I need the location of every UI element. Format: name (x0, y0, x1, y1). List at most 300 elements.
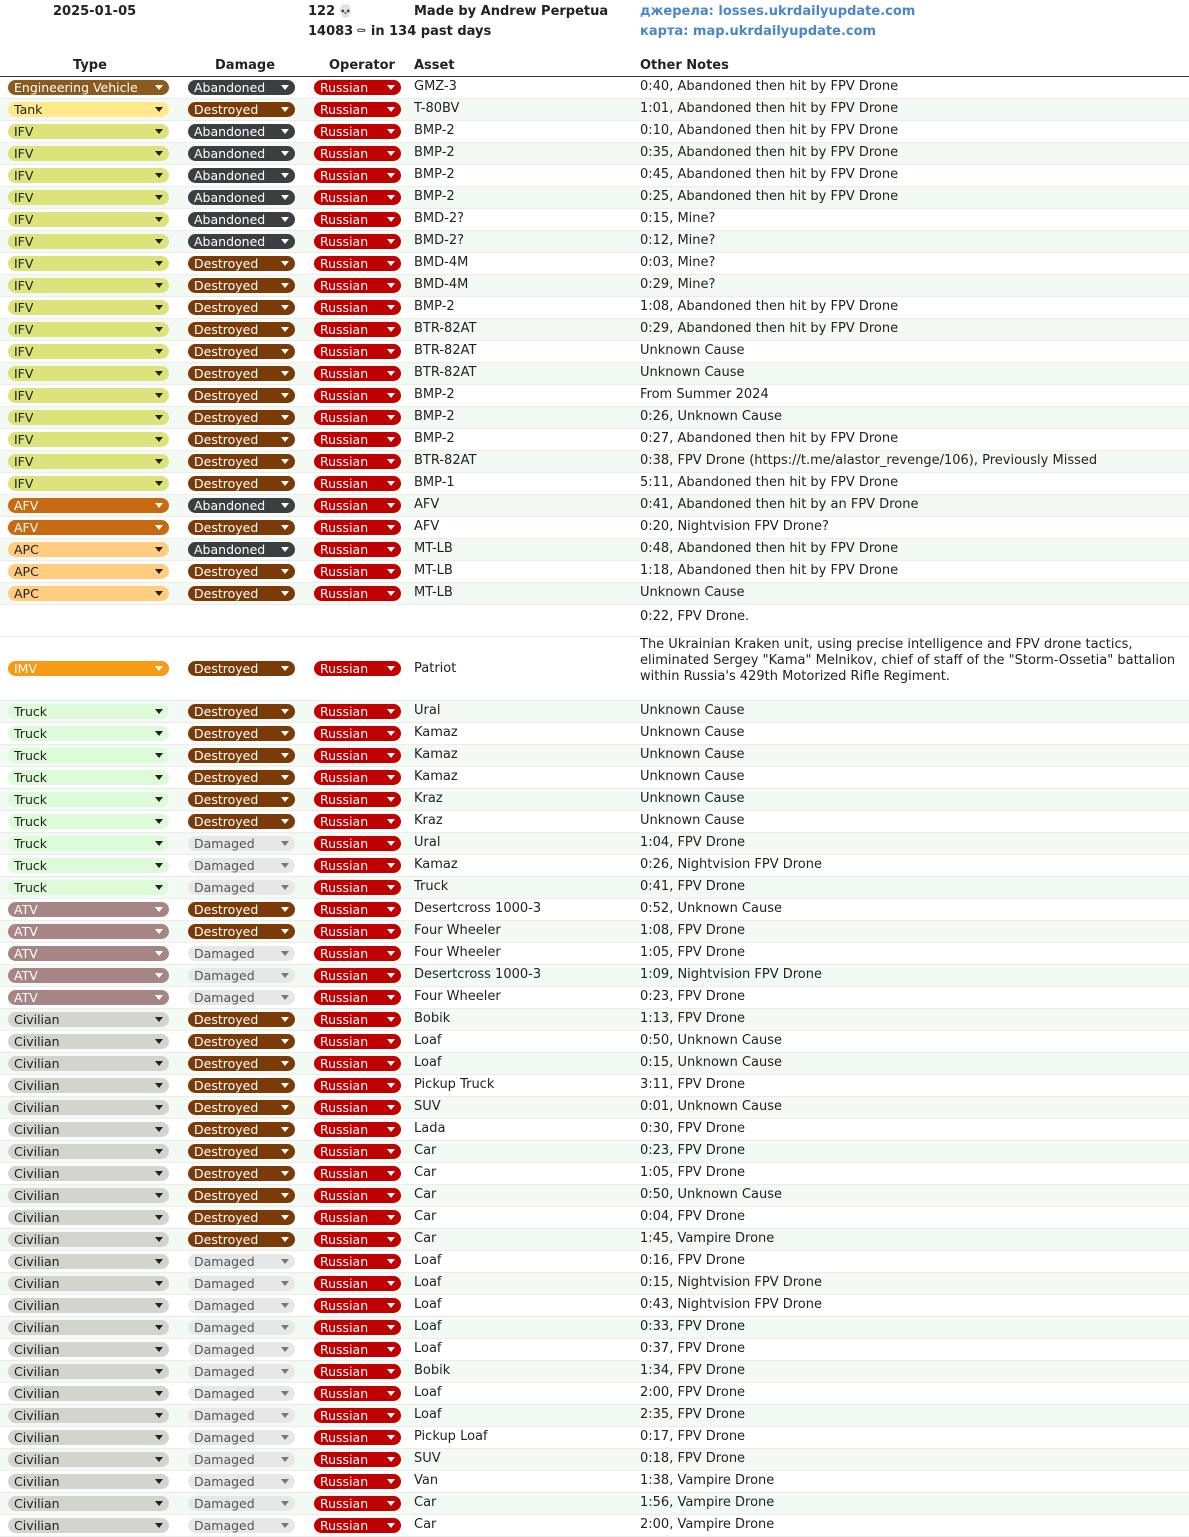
operator-dropdown[interactable] (314, 968, 401, 983)
operator-dropdown[interactable] (314, 792, 401, 807)
damage-dropdown[interactable] (188, 704, 295, 719)
table-row (0, 1097, 1189, 1119)
type-dropdown[interactable] (8, 1386, 169, 1401)
damage-dropdown[interactable] (188, 661, 295, 676)
damage-dropdown[interactable] (188, 1232, 295, 1247)
operator-label: Russian (320, 1012, 369, 1027)
asset-name: BMP-1 (414, 475, 455, 490)
operator-dropdown[interactable] (314, 1276, 401, 1291)
operator-dropdown[interactable] (314, 1386, 401, 1401)
type-dropdown[interactable] (8, 946, 169, 961)
damage-dropdown[interactable] (188, 410, 295, 425)
operator-dropdown[interactable] (314, 80, 401, 95)
type-dropdown[interactable] (8, 234, 169, 249)
chevron-down-icon (155, 1303, 163, 1308)
damage-dropdown[interactable] (188, 880, 295, 895)
damage-label: Destroyed (194, 814, 259, 829)
damage-dropdown[interactable] (188, 1034, 295, 1049)
damage-dropdown[interactable] (188, 836, 295, 851)
damage-dropdown[interactable] (188, 1210, 295, 1225)
type-dropdown[interactable] (8, 542, 169, 557)
asset-name: BMP-2 (414, 189, 455, 204)
author-credit: Made by Andrew Perpetua (414, 4, 609, 19)
chevron-down-icon (387, 85, 395, 90)
asset-name: BTR-82AT (414, 321, 477, 336)
chevron-down-icon (281, 1391, 289, 1396)
table-row (0, 121, 1189, 143)
operator-dropdown[interactable] (314, 168, 401, 183)
damage-dropdown[interactable] (188, 1452, 295, 1467)
type-label: IFV (14, 212, 34, 227)
operator-dropdown[interactable] (314, 190, 401, 205)
asset-name: Car (414, 1143, 437, 1158)
damage-label: Destroyed (194, 902, 259, 917)
operator-dropdown[interactable] (314, 542, 401, 557)
operator-dropdown[interactable] (314, 1518, 401, 1533)
asset-name: BTR-82AT (414, 343, 477, 358)
damage-dropdown[interactable] (188, 1386, 295, 1401)
type-dropdown[interactable] (8, 748, 169, 763)
operator-dropdown[interactable] (314, 278, 401, 293)
operator-dropdown[interactable] (314, 1166, 401, 1181)
operator-dropdown[interactable] (314, 256, 401, 271)
type-dropdown[interactable] (8, 102, 169, 117)
damage-dropdown[interactable] (188, 300, 295, 315)
total-count (308, 24, 491, 39)
row-note: 1:34, FPV Drone (640, 1363, 746, 1378)
type-dropdown[interactable] (8, 1474, 169, 1489)
type-dropdown[interactable] (8, 146, 169, 161)
row-note: 0:29, Mine? (640, 277, 716, 292)
chevron-down-icon (387, 1435, 395, 1440)
type-dropdown[interactable] (8, 586, 169, 601)
type-dropdown[interactable] (8, 1276, 169, 1291)
row-note: Unknown Cause (640, 791, 745, 806)
operator-label: Russian (320, 1232, 369, 1247)
operator-dropdown[interactable] (314, 366, 401, 381)
damage-dropdown[interactable] (188, 498, 295, 513)
operator-dropdown[interactable] (314, 990, 401, 1005)
type-dropdown[interactable] (8, 278, 169, 293)
operator-dropdown[interactable] (314, 1298, 401, 1313)
operator-label: Russian (320, 1144, 369, 1159)
type-dropdown[interactable] (8, 880, 169, 895)
damage-dropdown[interactable] (188, 990, 295, 1005)
operator-dropdown[interactable] (314, 1144, 401, 1159)
operator-dropdown[interactable] (314, 388, 401, 403)
row-note: 0:43, Nightvision FPV Drone (640, 1297, 822, 1312)
type-dropdown[interactable] (8, 520, 169, 535)
asset-name: Kraz (414, 813, 443, 828)
type-dropdown[interactable] (8, 388, 169, 403)
chevron-down-icon (155, 819, 163, 824)
type-dropdown[interactable] (8, 1342, 169, 1357)
type-dropdown[interactable] (8, 124, 169, 139)
chevron-down-icon (281, 569, 289, 574)
operator-label: Russian (320, 770, 369, 785)
operator-dropdown[interactable] (314, 902, 401, 917)
operator-dropdown[interactable] (314, 1100, 401, 1115)
damage-dropdown[interactable] (188, 278, 295, 293)
chevron-down-icon (387, 217, 395, 222)
total-suffix: in 134 past days (370, 24, 492, 39)
damage-dropdown[interactable] (188, 858, 295, 873)
damage-dropdown[interactable] (188, 102, 295, 117)
asset-name: GMZ-3 (414, 79, 457, 94)
operator-dropdown[interactable] (314, 1210, 401, 1225)
type-dropdown[interactable] (8, 990, 169, 1005)
damage-dropdown[interactable] (188, 542, 295, 557)
chevron-down-icon (155, 1325, 163, 1330)
type-dropdown[interactable] (8, 814, 169, 829)
type-dropdown[interactable] (8, 968, 169, 983)
operator-dropdown[interactable] (314, 1254, 401, 1269)
asset-name: BMP-2 (414, 123, 455, 138)
damage-dropdown[interactable] (188, 212, 295, 227)
operator-dropdown[interactable] (314, 1342, 401, 1357)
type-dropdown[interactable] (8, 836, 169, 851)
damage-dropdown[interactable] (188, 322, 295, 337)
chevron-down-icon (281, 709, 289, 714)
chevron-down-icon (387, 753, 395, 758)
damage-dropdown[interactable] (188, 1496, 295, 1511)
damage-label: Abandoned (194, 542, 266, 557)
asset-name: Pickup Loaf (414, 1429, 488, 1444)
type-dropdown[interactable] (8, 770, 169, 785)
operator-dropdown[interactable] (314, 814, 401, 829)
damage-label: Destroyed (194, 278, 259, 293)
operator-dropdown[interactable] (314, 212, 401, 227)
damage-dropdown[interactable] (188, 726, 295, 741)
chevron-down-icon (281, 459, 289, 464)
row-note: 1:09, Nightvision FPV Drone (640, 967, 822, 982)
operator-dropdown[interactable] (314, 1320, 401, 1335)
type-dropdown[interactable] (8, 1452, 169, 1467)
operator-dropdown[interactable] (314, 124, 401, 139)
row-note: 0:23, FPV Drone (640, 1143, 746, 1158)
type-dropdown[interactable] (8, 476, 169, 491)
damage-dropdown[interactable] (188, 168, 295, 183)
damage-dropdown[interactable] (188, 344, 295, 359)
operator-dropdown[interactable] (314, 432, 401, 447)
type-label: Civilian (14, 1078, 60, 1093)
damage-label: Damaged (194, 1386, 255, 1401)
type-dropdown[interactable] (8, 212, 169, 227)
type-dropdown[interactable] (8, 322, 169, 337)
damage-dropdown[interactable] (188, 146, 295, 161)
operator-label: Russian (320, 1342, 369, 1357)
operator-dropdown[interactable] (314, 1232, 401, 1247)
operator-dropdown[interactable] (314, 146, 401, 161)
asset-name: Loaf (414, 1055, 442, 1070)
damage-label: Destroyed (194, 454, 259, 469)
damage-dropdown[interactable] (188, 476, 295, 491)
type-dropdown[interactable] (8, 80, 169, 95)
damage-label: Destroyed (194, 256, 259, 271)
damage-dropdown[interactable] (188, 946, 295, 961)
type-dropdown[interactable] (8, 454, 169, 469)
type-label: IFV (14, 278, 34, 293)
damage-dropdown[interactable] (188, 1298, 295, 1313)
row-note: 0:23, FPV Drone (640, 989, 746, 1004)
type-dropdown[interactable] (8, 1034, 169, 1049)
operator-dropdown[interactable] (314, 498, 401, 513)
damage-label: Destroyed (194, 476, 259, 491)
operator-dropdown[interactable] (314, 836, 401, 851)
operator-dropdown[interactable] (314, 748, 401, 763)
coffin-icon: ⚰ (356, 24, 367, 38)
chevron-down-icon (281, 107, 289, 112)
operator-dropdown[interactable] (314, 770, 401, 785)
damage-dropdown[interactable] (188, 1408, 295, 1423)
type-dropdown[interactable] (8, 1232, 169, 1247)
type-dropdown[interactable] (8, 661, 169, 676)
type-label: IFV (14, 476, 34, 491)
asset-name: Loaf (414, 1385, 442, 1400)
type-dropdown[interactable] (8, 1078, 169, 1093)
damage-dropdown[interactable] (188, 1166, 295, 1181)
chevron-down-icon (155, 709, 163, 714)
type-dropdown[interactable] (8, 1518, 169, 1533)
operator-dropdown[interactable] (314, 410, 401, 425)
operator-dropdown[interactable] (314, 1452, 401, 1467)
row-note: 0:45, Abandoned then hit by FPV Drone (640, 167, 899, 182)
operator-label: Russian (320, 520, 369, 535)
operator-dropdown[interactable] (314, 1188, 401, 1203)
type-label: Civilian (14, 1342, 60, 1357)
type-label: Civilian (14, 1408, 60, 1423)
damage-dropdown[interactable] (188, 792, 295, 807)
damage-dropdown[interactable] (188, 256, 295, 271)
chevron-down-icon (387, 525, 395, 530)
row-note: 0:15, Nightvision FPV Drone (640, 1275, 822, 1290)
chevron-down-icon (155, 1523, 163, 1528)
chevron-down-icon (387, 305, 395, 310)
damage-label: Destroyed (194, 1056, 259, 1071)
operator-dropdown[interactable] (314, 1364, 401, 1379)
damage-dropdown[interactable] (188, 924, 295, 939)
damage-dropdown[interactable] (188, 814, 295, 829)
asset-name: BMP-2 (414, 167, 455, 182)
operator-dropdown[interactable] (314, 924, 401, 939)
operator-label: Russian (320, 726, 369, 741)
damage-dropdown[interactable] (188, 1320, 295, 1335)
damage-dropdown[interactable] (188, 1188, 295, 1203)
damage-dropdown[interactable] (188, 1474, 295, 1489)
operator-dropdown[interactable] (314, 300, 401, 315)
chevron-down-icon (387, 1501, 395, 1506)
chevron-down-icon (281, 951, 289, 956)
type-dropdown[interactable] (8, 168, 169, 183)
map-link[interactable]: карта: map.ukrdailyupdate.com (640, 24, 877, 39)
type-dropdown[interactable] (8, 902, 169, 917)
damage-dropdown[interactable] (188, 1518, 295, 1533)
damage-label: Destroyed (194, 1034, 259, 1049)
type-label: Civilian (14, 1320, 60, 1335)
type-dropdown[interactable] (8, 1012, 169, 1027)
operator-dropdown[interactable] (314, 1056, 401, 1071)
damage-dropdown[interactable] (188, 388, 295, 403)
type-label: IFV (14, 366, 34, 381)
type-dropdown[interactable] (8, 704, 169, 719)
type-dropdown[interactable] (8, 344, 169, 359)
type-dropdown[interactable] (8, 190, 169, 205)
operator-dropdown[interactable] (314, 520, 401, 535)
operator-dropdown[interactable] (314, 946, 401, 961)
type-label: Truck (14, 814, 47, 829)
operator-dropdown[interactable] (314, 1122, 401, 1137)
damage-dropdown[interactable] (188, 748, 295, 763)
chevron-down-icon (281, 1083, 289, 1088)
damage-dropdown[interactable] (188, 1364, 295, 1379)
type-dropdown[interactable] (8, 366, 169, 381)
type-dropdown[interactable] (8, 1364, 169, 1379)
operator-dropdown[interactable] (314, 234, 401, 249)
damage-dropdown[interactable] (188, 234, 295, 249)
chevron-down-icon (281, 1435, 289, 1440)
type-dropdown[interactable] (8, 1254, 169, 1269)
damage-dropdown[interactable] (188, 902, 295, 917)
type-dropdown[interactable] (8, 564, 169, 579)
type-dropdown[interactable] (8, 1166, 169, 1181)
operator-dropdown[interactable] (314, 661, 401, 676)
type-dropdown[interactable] (8, 1056, 169, 1071)
type-dropdown[interactable] (8, 1100, 169, 1115)
row-note: 5:11, Abandoned then hit by FPV Drone (640, 475, 899, 490)
type-dropdown[interactable] (8, 1122, 169, 1137)
operator-dropdown[interactable] (314, 704, 401, 719)
operator-dropdown[interactable] (314, 1408, 401, 1423)
type-dropdown[interactable] (8, 1210, 169, 1225)
sources-link[interactable]: джерела: losses.ukrdailyupdate.com (640, 4, 916, 19)
type-dropdown[interactable] (8, 256, 169, 271)
operator-dropdown[interactable] (314, 726, 401, 741)
damage-dropdown[interactable] (188, 1100, 295, 1115)
operator-label: Russian (320, 278, 369, 293)
operator-dropdown[interactable] (314, 564, 401, 579)
damage-dropdown[interactable] (188, 1122, 295, 1137)
type-dropdown[interactable] (8, 410, 169, 425)
type-label: Truck (14, 792, 47, 807)
table-row (0, 723, 1189, 745)
type-dropdown[interactable] (8, 1320, 169, 1335)
operator-label: Russian (320, 704, 369, 719)
type-dropdown[interactable] (8, 1430, 169, 1445)
operator-label: Russian (320, 344, 369, 359)
type-label: Civilian (14, 1210, 60, 1225)
damage-label: Abandoned (194, 212, 266, 227)
type-dropdown[interactable] (8, 1188, 169, 1203)
damage-dropdown[interactable] (188, 1056, 295, 1071)
type-dropdown[interactable] (8, 924, 169, 939)
row-note: 0:12, Mine? (640, 233, 716, 248)
operator-dropdown[interactable] (314, 1430, 401, 1445)
damage-dropdown[interactable] (188, 454, 295, 469)
damage-dropdown[interactable] (188, 586, 295, 601)
type-dropdown[interactable] (8, 1496, 169, 1511)
operator-dropdown[interactable] (314, 344, 401, 359)
chevron-down-icon (387, 459, 395, 464)
damage-dropdown[interactable] (188, 124, 295, 139)
damage-dropdown[interactable] (188, 1276, 295, 1291)
type-dropdown[interactable] (8, 498, 169, 513)
chevron-down-icon (281, 349, 289, 354)
damage-dropdown[interactable] (188, 366, 295, 381)
type-dropdown[interactable] (8, 726, 169, 741)
operator-dropdown[interactable] (314, 1474, 401, 1489)
asset-name: Ural (414, 703, 441, 718)
damage-dropdown[interactable] (188, 80, 295, 95)
type-dropdown[interactable] (8, 1408, 169, 1423)
type-dropdown[interactable] (8, 792, 169, 807)
type-dropdown[interactable] (8, 432, 169, 447)
type-dropdown[interactable] (8, 300, 169, 315)
type-dropdown[interactable] (8, 1144, 169, 1159)
damage-dropdown[interactable] (188, 1254, 295, 1269)
operator-label: Russian (320, 1298, 369, 1313)
damage-dropdown[interactable] (188, 1078, 295, 1093)
operator-label: Russian (320, 80, 369, 95)
column-headers (0, 57, 1189, 77)
asset-name: BMD-2? (414, 233, 465, 248)
chevron-down-icon (387, 1523, 395, 1528)
row-note: 0:37, FPV Drone (640, 1341, 746, 1356)
type-label: Truck (14, 836, 47, 851)
operator-dropdown[interactable] (314, 586, 401, 601)
chevron-down-icon (387, 1325, 395, 1330)
operator-label: Russian (320, 814, 369, 829)
type-dropdown[interactable] (8, 858, 169, 873)
damage-label: Damaged (194, 1452, 255, 1467)
damage-dropdown[interactable] (188, 520, 295, 535)
damage-dropdown[interactable] (188, 190, 295, 205)
damage-dropdown[interactable] (188, 564, 295, 579)
type-dropdown[interactable] (8, 1298, 169, 1313)
table-row (0, 965, 1189, 987)
chevron-down-icon (155, 1413, 163, 1418)
damage-label: Destroyed (194, 432, 259, 447)
damage-dropdown[interactable] (188, 432, 295, 447)
row-note: Unknown Cause (640, 343, 745, 358)
table-row (0, 407, 1189, 429)
chevron-down-icon (155, 951, 163, 956)
operator-dropdown[interactable] (314, 476, 401, 491)
table-row (0, 231, 1189, 253)
operator-dropdown[interactable] (314, 1496, 401, 1511)
operator-dropdown[interactable] (314, 454, 401, 469)
operator-label: Russian (320, 880, 369, 895)
chevron-down-icon (155, 349, 163, 354)
operator-dropdown[interactable] (314, 102, 401, 117)
asset-name: MT-LB (414, 563, 453, 578)
damage-dropdown[interactable] (188, 1144, 295, 1159)
operator-dropdown[interactable] (314, 322, 401, 337)
chevron-down-icon (387, 1105, 395, 1110)
chevron-down-icon (281, 305, 289, 310)
operator-dropdown[interactable] (314, 858, 401, 873)
operator-dropdown[interactable] (314, 1012, 401, 1027)
operator-dropdown[interactable] (314, 880, 401, 895)
damage-dropdown[interactable] (188, 1430, 295, 1445)
damage-dropdown[interactable] (188, 1012, 295, 1027)
operator-dropdown[interactable] (314, 1034, 401, 1049)
damage-dropdown[interactable] (188, 1342, 295, 1357)
damage-dropdown[interactable] (188, 770, 295, 785)
operator-dropdown[interactable] (314, 1078, 401, 1093)
today-count-value: 122 (308, 4, 336, 19)
damage-dropdown[interactable] (188, 968, 295, 983)
chevron-down-icon (155, 85, 163, 90)
